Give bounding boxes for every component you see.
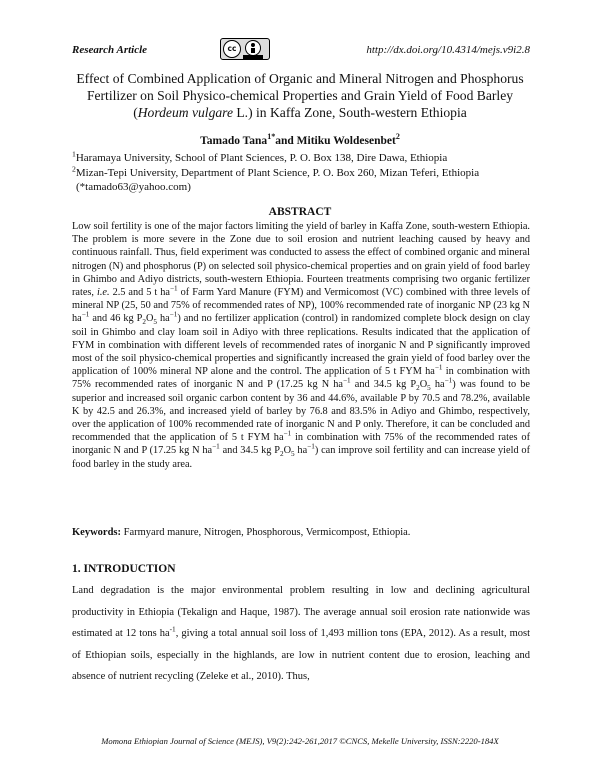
page-header [72,38,530,64]
article-type-label: Research Article [72,44,148,56]
introduction-body: Land degradation is the major environmental problem resulting in low and declining agricultural productivity in Ethiopia (Tekalign and Haque, 1987). The average annual soil erosion rate nationwide was estimated at 12 tons $ha^{-1}$, giving a total annual soil loss of 1,493 million tons (EPA, 2012). As a result, most of Ethiopian soils, especially in the highlands, are low in nutrient content due to erosion, leaching and absence of nutrient recycling (Zeleke et al., 2010). Thus, [72,585,530,682]
title-line-2: Fertilizer on Soil Physico-chemical Properties and Grain Yield of Food Barley [86,88,514,103]
author-1-mark: 1* [267,132,276,142]
author-2: Mitiku Woldesenbet [296,135,396,147]
cc-by-icon[interactable] [220,38,270,60]
author-joiner: and [275,135,297,147]
abstract-heading: ABSTRACT [268,206,332,218]
affiliation-2: $^2$Mizan-Tepi University, Department of Plant Science, P. O. Box 260, Mizan Teferi, Ethiopia [72,163,480,179]
affiliations [72,151,528,195]
species-name: Hordeum vulgare [137,105,233,120]
title-line-1: Effect of Combined Application of Organic and Mineral Nitrogen and Phosphorus [76,71,524,86]
doi-link[interactable]: http://dx.doi.org/10.4314/mejs.v9i2.8 [366,44,530,56]
attribution-person-icon [245,40,261,56]
keywords [72,527,530,538]
author-list [72,132,528,147]
journal-footer: Momona Ethiopian Journal of Science (MEJS), V9(2):242-261,2017 ©CNCS, Mekelle University, ISSN:2220-184X [101,736,499,746]
paper-title [60,70,540,121]
keywords-label: Keywords: [72,527,121,538]
author-1: Tamado Tana [200,135,268,147]
cc-icon: cc [223,40,241,58]
corresponding-email[interactable]: (*tamado63@yahoo.com) [76,181,191,193]
title-line-3: (Hordeum vulgare L.) in Kaffa Zone, South-western Ethiopia [133,105,467,120]
affiliation-1: $^1$Haramaya University, School of Plant Sciences, P. O. Box 138, Dire Dawa, Ethiopia [72,149,448,164]
keywords-text: Farmyard manure, Nitrogen, Phosphorous, Vermicompost, Ethiopia. [121,527,411,538]
abstract-body: Low soil fertility is one of the major factors limiting the yield of barley in Kaffa Zone, south-western Ethiopia. The problem is more severe in the Zone due to soil erosion and nutrient leaching caused by heavy and continuous rainfall. Thus, field experiment was conducted to assess the effect of combined organic and mineral nitrogen (N) and phosphorus (P) on selected soil physico-chemical properties and on grain yield of food barley in Ghimbo and Adiyo districts, south-western Ethiopia. Fourteen treatments comprising two organic fertilizer rates, i.e. 2.5 and 5 t $ha^{-1}$ of Farm Yard Manure (FYM) and Vermicomost (VC) combined with three levels of mineral NP (25, 50 and 75% of recommended rates of NP), 100% recommended rate of inorganic NP (23 kg N $ha^{-1}$ and 46 kg $P_2O_5$ $ha^{-1}$) and no fertilizer application (control) in randomized complete block design on clay soil in Ghimbo and clay loam soil in Adiyo with three replications. Results indicated that the application of FYM in combination with different levels of recommended rates of inorganic N and P significantly improved most of the soil physico-chemical properties and significantly increased the grain yield of food barley over the application of 100% mineral NP alone and the control. The application of 5 t FYM $ha^{-1}$ in combination with 75% recommended rates of inorganic N and P (17.25 kg N $ha^{-1}$ and 34.5 kg $P_2O_5$ $ha^{-1}$) was found to be superior and increased soil organic carbon content by 36 and 44.6%, available P by 70.5 and 78.2%, available K by 42.5 and 26.3%, and increased yield of barley by 76.8 and 83.5% in Adiyo and Ghimbo, respectively, over the application of 100% recommended rate of inorganic N and P only. Therefore, it can be concluded and recommended that the application of 5 t FYM $ha^{-1}$ in combination with 75% of the recommended rates of inorganic N and P (17.25 kg N $ha^{-1}$ and 34.5 kg $P_2O_5$ $ha^{-1}$) can improve soil fertility and can increase yield of food barley in the study area. [72,221,531,470]
introduction-heading: 1. INTRODUCTION [72,563,176,575]
by-label-bar [243,55,263,59]
author-2-mark: 2 [395,132,400,142]
